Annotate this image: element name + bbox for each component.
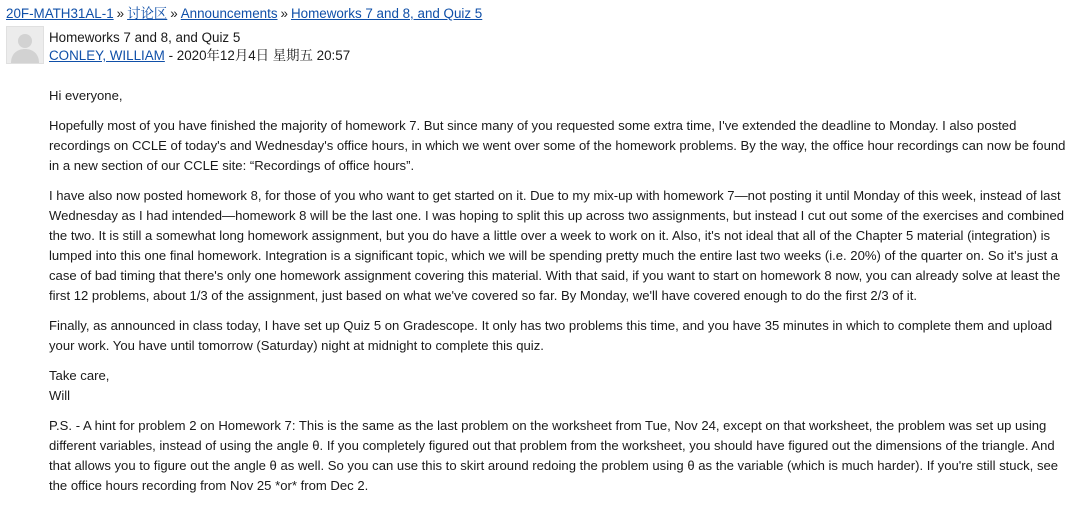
post-paragraph-2: I have also now posted homework 8, for those of you who want to get started on it. Due to my mix-up with homework 7—not posting it until Monday of this week, instead of last Wednesday as I had intended—homework 8 will be the last one. I was hoping to split this up across two assignments, but instead I cut out some of the exercises and combined the two. It is still a somewhat long homework assignment, but you do have a little over a week to work on it. Also, it's not ideal that all of the Chapter 5 material (integration) is lumped into this one final homework. Integration is a significant topic, which we will be spending pretty much the entire last two weeks (i.e. 20%) of the quarter on. So it's just a case of bad timing that there's only one homework assignment covering this material. With that said, if you want to start on homework 8 now, you can already solve at least the first 12 problems, about 1/3 of the assignment, just based on what we've covered so far. By Monday, we'll have covered enough to do the first 2/3 of it. xyxy=(49,188,1065,303)
breadcrumb xyxy=(6,4,482,24)
breadcrumb-course-link[interactable]: 20F-MATH31AL-1 xyxy=(6,6,114,21)
date-separator: - xyxy=(164,48,177,63)
breadcrumb-separator: » xyxy=(170,6,178,21)
breadcrumb-section-link[interactable]: Announcements xyxy=(180,6,278,21)
post-body xyxy=(49,86,1071,506)
author-link[interactable]: CONLEY, WILLIAM xyxy=(49,48,165,63)
breadcrumb-forum-link[interactable]: 讨论区 xyxy=(127,6,168,21)
post-paragraph-3: Finally, as announced in class today, I have set up Quiz 5 on Gradescope. It only has two problems this time, and you have 35 minutes in which to complete them and upload your work. You have until tomorrow (Saturday) night at midnight to complete this quiz. xyxy=(49,318,1053,353)
breadcrumb-separator: » xyxy=(280,6,288,21)
post-signoff xyxy=(49,366,1071,406)
post-meta xyxy=(49,47,350,65)
signoff-text: Take care, xyxy=(49,368,110,383)
breadcrumb-separator: » xyxy=(116,6,125,21)
post-date: 2020年12月4日 星期五 20:57 xyxy=(176,48,351,63)
post-paragraph-1: Hopefully most of you have finished the majority of homework 7. But since many of you requested some extra time, I've extended the deadline to Monday. I also posted recordings on CCLE of today's and Wednesday's office hours, in which we went over some of the homework problems. By the way, the office hour recordings can now be found in a new section of our CCLE site: “Recordings of office hours”. xyxy=(49,118,1066,173)
user-avatar-icon[interactable] xyxy=(6,26,44,64)
post-subject: Homeworks 7 and 8, and Quiz 5 xyxy=(49,30,241,45)
post-greeting: Hi everyone, xyxy=(49,88,123,103)
post-header xyxy=(6,26,1066,66)
post-postscript: P.S. - A hint for problem 2 on Homework 7: This is the same as the last problem on the worksheet from Tue, Nov 24, except on that worksheet, the problem was set up using different variables, instead of using the angle θ. If you completely figured out that problem from the worksheet, you should have figured out the dimensions of the triangle. And that allows you to figure out the angle θ as well. So you can use this to skirt around redoing the problem using θ as the variable (which is much harder). If you're still stuck, see the office hours recording from Nov 25 *or* from Dec 2. xyxy=(49,418,1059,493)
avatar-silhouette xyxy=(7,27,43,63)
signature-text: Will xyxy=(49,388,71,403)
breadcrumb-thread-link[interactable]: Homeworks 7 and 8, and Quiz 5 xyxy=(290,6,483,21)
